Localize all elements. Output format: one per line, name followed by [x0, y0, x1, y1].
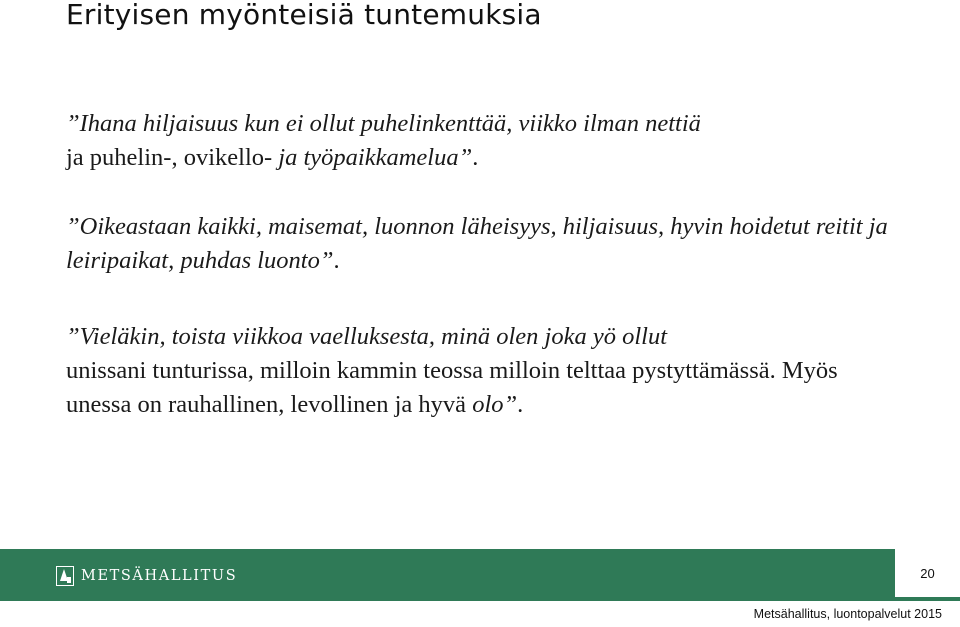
logo-text: METSÄHALLITUS — [81, 568, 238, 584]
quote-1-line2-italic: ja työpaikkamelua” — [278, 144, 473, 171]
quote-1-line1: ”Ihana hiljaisuus kun ei ollut puhelinkenttää, viikko ilman nettiä — [66, 110, 701, 137]
quote-2-text: ”Oikeastaan kaikki, maisemat, luonnon läheisyys, hiljaisuus, hyvin hoidetut reitit ja leiripaikat, puhdas luonto” — [66, 213, 888, 274]
footer-credit: Metsähallitus, luontopalvelut 2015 — [753, 607, 942, 621]
quote-3-line1: ”Vieläkin, toista viikkoa vaelluksesta, minä olen joka yö ollut — [66, 323, 668, 350]
quote-3-body: unissani tunturissa, milloin kammin teossa milloin telttaa pystyttämässä. Myös unessa on rauhallinen, levollinen ja hyvä — [66, 357, 838, 418]
quote-3 — [66, 320, 890, 422]
quote-2-end: . — [333, 247, 340, 274]
metsahallitus-logo — [56, 565, 237, 587]
quote-2 — [66, 210, 890, 278]
quote-1-line2-plain: ja puhelin-, ovikello- — [66, 144, 279, 171]
quote-3-end: . — [517, 391, 524, 418]
quote-1-end: . — [472, 144, 479, 171]
page-number: 20 — [920, 566, 935, 581]
quote-3-tail: olo” — [472, 391, 518, 418]
quote-1 — [66, 107, 890, 175]
slide-title: Erityisen myönteisiä tuntemuksia — [66, 0, 542, 31]
page-number-box — [891, 549, 960, 601]
tree-icon — [56, 566, 74, 586]
